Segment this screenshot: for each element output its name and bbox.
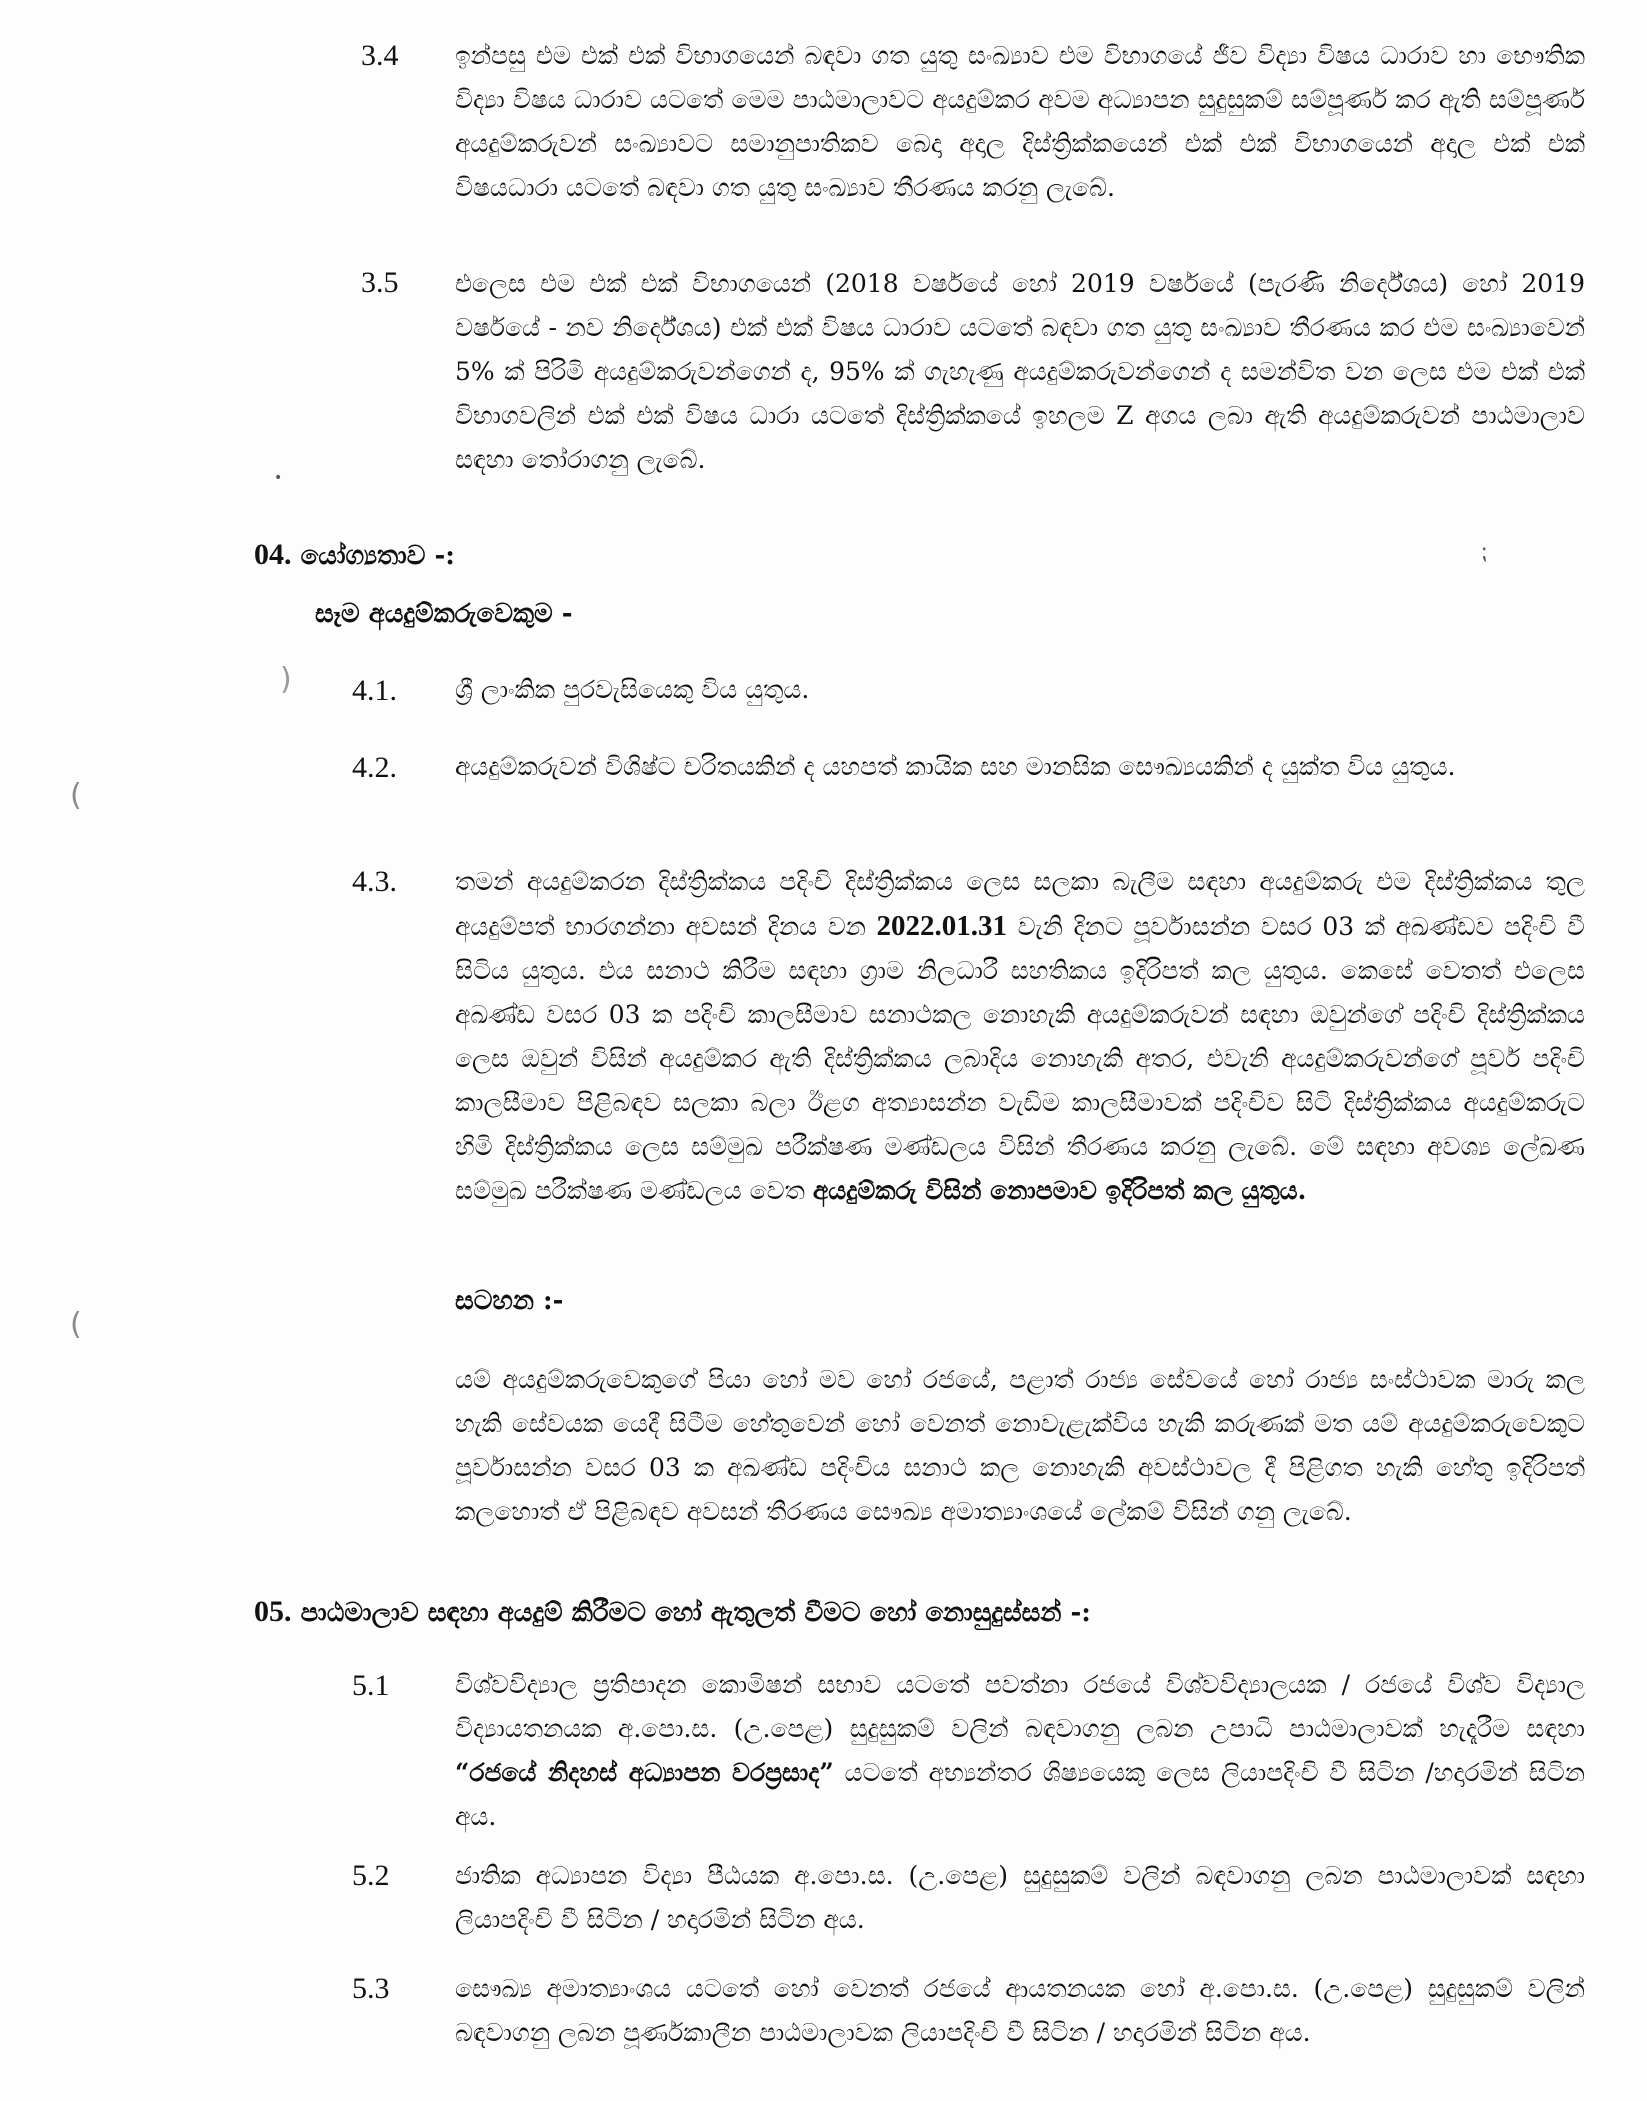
subheading-every-applicant: සෑම අයදුම්කරුවෙකුම - — [315, 599, 573, 629]
heading-04-text: යෝග්‍යතාව -: — [300, 541, 455, 571]
section-text-4-1: ශ්‍රී ලාංකික පුරවැසියෙකු විය යුතුය. — [455, 675, 810, 704]
section-text-3-4: ඉන්පසු එම එක් එක් විභාගයෙන් බඳවා ගත යුතු සංඛ්‍යාව එම විභාගයේ ජීව විද්‍යා විෂය ධාරාව හා භෞතික විද්‍යා විෂය ධාරාව යටතේ මෙම පාඨමාලාවට අයදුම්කර අවම අධ්‍යාපන සුදුසුකම් සම්පූර්ණ කර ඇති සම්පූර්ණ අයදුම්කරුවන් සංඛ්‍යාවට සමානුපාතිකව බෙදා අදාල දිස්ත්‍රික්කයෙන් එක් එක් විභාගයෙන් අදාල එක් එක් විෂයධාරා යටතේ බඳවා ගත යුතු සංඛ්‍යාව තීරණය කරනු ලැබේ. — [455, 41, 1585, 202]
scan-mark: ( — [70, 778, 82, 813]
heading-05 — [254, 1594, 1091, 1631]
section-number-4-1: 4.1. — [352, 674, 397, 707]
section-text-4-3-a: තමන් අයදුම්කරන දිස්ත්‍රික්කය පදිංචි දිස්ත්‍රික්කය ලෙස සලකා බැලීම සඳහා අයදුම්කරු එම දිස්ත්‍රික්කය තුල අයදුම්පත් භාරගන්නා අවසන් දිනය වන — [455, 867, 1585, 941]
section-text-4-2: අයදුම්කරුවන් විශිෂ්ට චරිතයකින් ද යහපත් කායික සහ මානසික සෞඛ්‍යයකින් ද යුක්ත විය යුතුය. — [455, 752, 1456, 781]
section-number-4-3: 4.3. — [352, 865, 397, 898]
heading-04 — [254, 537, 455, 574]
heading-04-number: 04. — [254, 538, 292, 571]
section-text-5-1-b: යටතේ අභ්‍යන්තර ශිෂ්‍යයෙකු ලෙස ලියාපදිංචි වී සිටින /හදාරමින් සිටින අය. — [455, 1758, 1585, 1831]
note-label: සටහන :- — [455, 1286, 564, 1316]
section-text-4-3 — [455, 860, 1585, 1213]
deadline-date: 2022.01.31 — [876, 910, 1008, 942]
section-number-5-1: 5.1 — [352, 1669, 390, 1702]
section-number-3-4: 3.4 — [361, 39, 399, 72]
section-number-3-5: 3.5 — [361, 266, 399, 299]
heading-05-number: 05. — [254, 1595, 292, 1628]
section-text-3-5: එලෙස එම එක් එක් විභාගයෙන් (2018 වර්ෂයේ හෝ 2019 වර්ෂයේ (පැරණි නිර්දේශය) හෝ 2019 වර්ෂයේ - නව නිර්දේශය) එක් එක් විෂය ධාරාව යටතේ බඳවා ගත යුතු සංඛ්‍යාව තීරණය කර එම සංඛ්‍යාවෙන් 5% ක් පිරිමි අයදුම්කරුවන්ගෙන් ද, 95% ක් ගැහැණු අයදුම්කරුවන්ගෙන් ද සමන්විත වන ලෙස එම එක් එක් විභාගවලින් එක් එක් විෂය ධාරා යටතේ දිස්ත්‍රික්කයේ ඉහලම Z අගය ලබා ඇති අයදුම්කරුවන් පාඨමාලාව සඳහා තෝරාගනු ලැබේ. — [455, 269, 1585, 474]
heading-05-text: පාඨමාලාව සඳහා අයදුම් කිරීමට හෝ ඇතුලත් වීමට හෝ නොසුදුස්සන් -: — [300, 1598, 1091, 1628]
section-number-4-2: 4.2. — [352, 751, 397, 784]
section-text-4-3-bold: අයදුම්කරු විසින් නොපමාව ඉදිරිපත් කල යුතුය. — [812, 1176, 1307, 1205]
scan-mark: ( — [70, 1307, 82, 1342]
scan-mark: • — [274, 470, 283, 486]
section-number-5-3: 5.3 — [352, 1972, 390, 2005]
section-text-5-2: ජාතික අධ්‍යාපන විද්‍යා පීඨයක අ.පො.ස. (උ.පෙළ) සුදුසුකම් වලින් බඳවාගනු ලබන පාඨමාලාවක් සඳහා ලියාපදිංචි වී සිටින / හදාරමින් සිටින අය. — [455, 1861, 1585, 1934]
section-number-5-2: 5.2 — [352, 1859, 390, 1892]
section-text-5-1 — [455, 1663, 1585, 1839]
scan-mark: ⁏ — [1480, 540, 1488, 565]
note-text: යම් අයදුම්කරුවෙකුගේ පියා හෝ මව හෝ රජයේ, පළාත් රාජ්‍ය සේවයේ හෝ රාජ්‍ය සංස්ථාවක මාරු කල හැකි සේවයක යෙදී සිටීම හේතුවෙන් හෝ වෙනත් නොවැළැක්විය හැකි කරුණක් මත යම් අයදුම්කරුවෙකුට පූර්වාසන්න වසර 03 ක අඛණ්ඩ පදිංචිය සනාථ කල නොහැකි අවස්ථාවල දී පිළිගත හැකි හේතු ඉදිරිපත් කලහොත් ඒ පිළිබඳව අවසන් තීරණය සෞඛ්‍ය අමාත්‍යාංශයේ ලේකම් විසින් ගනු ලැබේ. — [455, 1365, 1585, 1526]
section-text-5-1-a: විශ්වවිද්‍යාල ප්‍රතිපාදන කොමිෂන් සභාව යටතේ පවත්නා රජයේ විශ්වවිද්‍යාලයක / රජයේ විශ්ව විද්‍යාල විද්‍යායතනයක අ.පො.ස. (උ.පෙළ) සුදුසුකම් වලින් බඳවාගනු ලබන උපාධි පාඨමාලාවක් හැදෑරීම සඳහා — [455, 1670, 1585, 1743]
section-text-4-3-b: වැනි දිනට පූර්වාසන්න වසර 03 ක් අඛණ්ඩව පදිංචි වී සිටිය යුතුය. එය සනාථ කිරීම සඳහා ග්‍රාම නිලධාරී සහතිකය ඉදිරිපත් කල යුතුය. කෙසේ වෙතත් එලෙස අඛණ්ඩ වසර 03 ක පදිංචි කාලසීමාව සනාථකල නොහැකි අයදුම්කරුවන් සඳහා ඔවුන්ගේ පදිංචි දිස්ත්‍රික්කය ලෙස ඔවුන් විසින් අයදුම්කර ඇති දිස්ත්‍රික්කය ලබාදිය නොහැකි අතර, එවැනි අයදුම්කරුවන්ගේ පූර්ව පදිංචි කාලසීමාව පිළිබඳව සලකා බලා ඊළග අත්‍යාසන්න වැඩිම කාලසීමාවක් පදිංචිව සිටි දිස්ත්‍රික්කය අයදුම්කරුට හිමි දිස්ත්‍රික්කය ලෙස සම්මුඛ පරීක්ෂණ මණ්ඩලය විසින් තීරණය කරනු ලැබේ. මේ සඳහා අවශ්‍ය ලේඛණ සම්මුඛ පරීක්ෂණ මණ්ඩලය වෙත — [455, 912, 1585, 1205]
section-text-5-1-bold: “රජයේ නිදහස් අධ්‍යාපන වරප්‍රසාද” — [455, 1758, 834, 1787]
section-text-5-3: සෞඛ්‍ය අමාත්‍යාංශය යටතේ හෝ වෙනත් රජයේ ආයතනයක හෝ අ.පො.ස. (උ.පෙළ) සුදුසුකම් වලින් බඳවාගනු ලබන පූර්ණකාලීන පාඨමාලාවක ලියාපදිංචි වී සිටින / හදාරමින් සිටින අය. — [455, 1974, 1585, 2047]
scan-mark: ) — [280, 662, 292, 697]
